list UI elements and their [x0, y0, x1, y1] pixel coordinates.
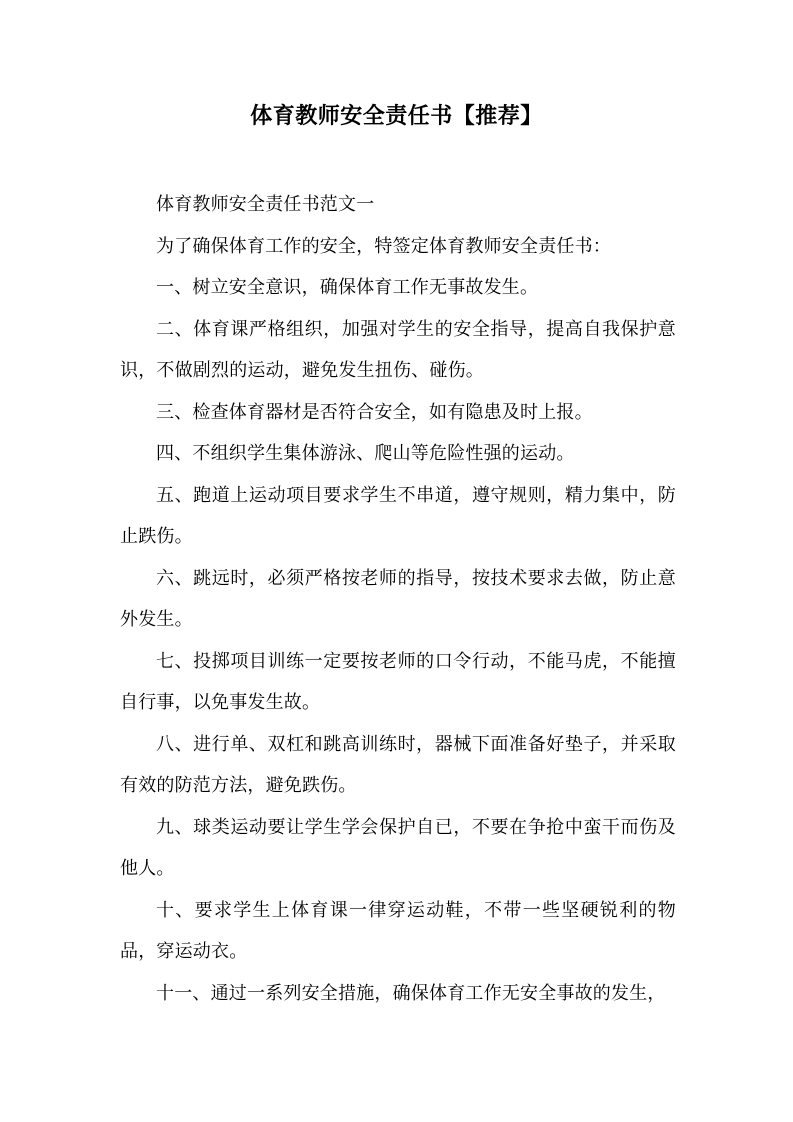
- paragraph-1: 体育教师安全责任书范文一: [156, 194, 375, 215]
- paragraph-8: 六、跳远时，必须严格按老师的指导，按技术要求去做，防止意外发生。: [120, 567, 676, 630]
- paragraph-12: 十、要求学生上体育课一律穿运动鞋，不带一些坚硬锐利的物品，穿运动衣。: [120, 899, 676, 962]
- paragraph-2: 为了确保体育工作的安全，特签定体育教师安全责任书：: [156, 235, 611, 257]
- document-title: 体育教师安全责任书【推荐】: [250, 104, 543, 129]
- paragraph-3: 一、树立安全意识，确保体育工作无事故发生。: [156, 277, 539, 298]
- paragraph-11: 九、球类运动要让学生学会保护自已，不要在争抢中蛮干而伤及他人。: [120, 816, 676, 879]
- document-body: [120, 184, 676, 1014]
- paragraph-9: 七、投掷项目训练一定要按老师的口令行动，不能马虎，不能擅自行事，以免事发生故。: [120, 650, 676, 713]
- paragraph-5: 三、检查体育器材是否符合安全，如有隐患及时上报。: [156, 401, 593, 423]
- paragraph-13: 十一、通过一系列安全措施，确保体育工作无安全事故的发生，: [156, 982, 666, 1004]
- paragraph-10: 八、进行单、双杠和跳高训练时，器械下面准备好垫子，并采取有效的防范方法，避免跌伤。: [120, 733, 676, 796]
- paragraph-4: 二、体育课严格组织，加强对学生的安全指导，提高自我保护意识，不做剧烈的运动，避免发生扭伤、碰伤。: [120, 318, 676, 381]
- paragraph-7: 五、跑道上运动项目要求学生不串道，遵守规则，精力集中，防止跌伤。: [120, 484, 676, 547]
- paragraph-6: 四、不组织学生集体游泳、爬山等危险性强的运动。: [156, 443, 575, 464]
